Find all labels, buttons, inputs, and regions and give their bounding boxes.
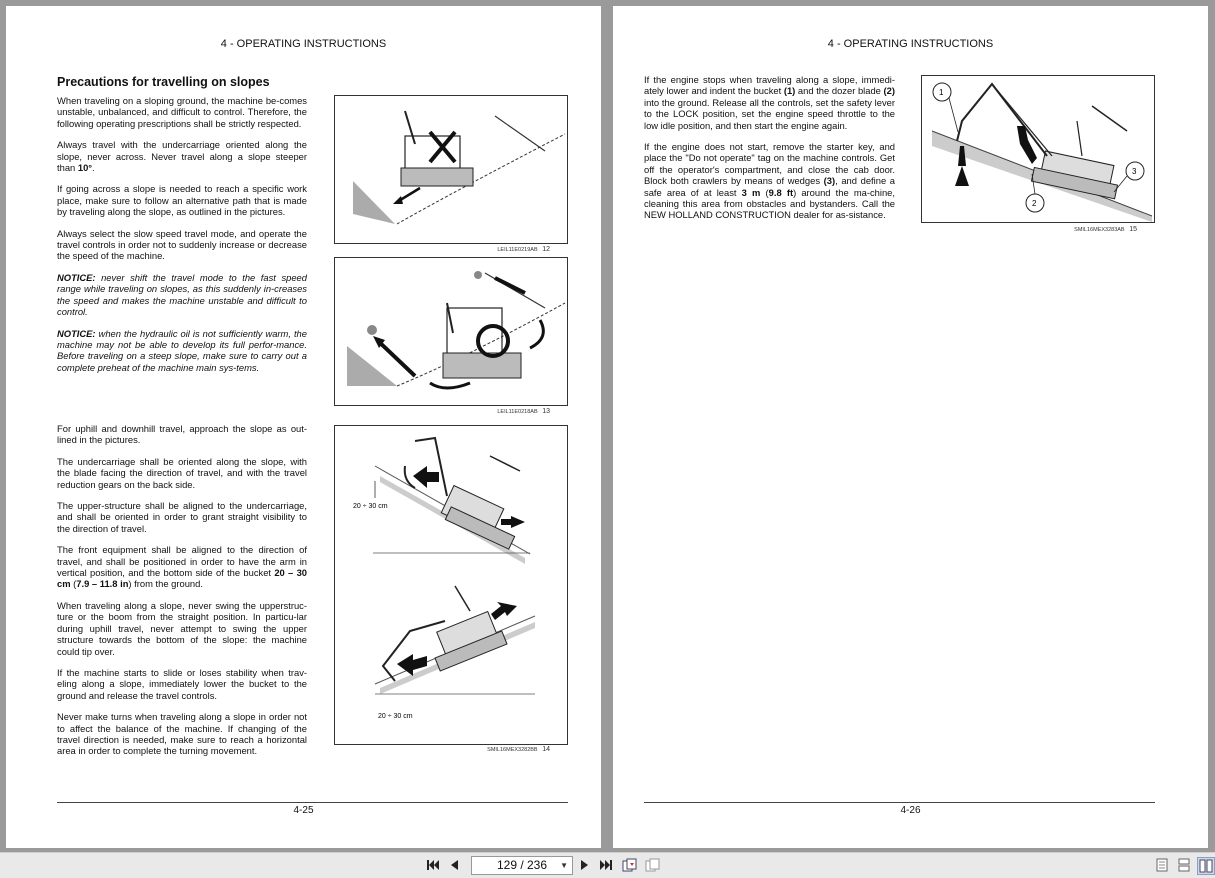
- first-page-icon[interactable]: [425, 857, 441, 873]
- chevron-down-icon[interactable]: ▼: [560, 861, 568, 870]
- document-page-right: [613, 6, 1208, 848]
- paragraph: If the engine does not start, remove the starter key, and place the "Do not operate" tag on the machine controls. Get off the operator's compartment, and close the cab door. Block both crawlers by means of wedges (3), and define a safe area of at least 3 m (9.8 ft) around the ma-chine, cleaning this area from obstacles and bystanders. Call the NEW HOLLAND CONSTRUCTION dealer for as-sistance.: [644, 141, 896, 221]
- text-column: [644, 74, 895, 231]
- callout-2: 2: [1032, 199, 1037, 208]
- page-header: 4 - OPERATING INSTRUCTIONS: [827, 38, 994, 50]
- paragraph: Always select the slow speed travel mode, and operate the travel controls in order not to suddenly increase or decrease the speed of the machine.: [57, 227, 307, 262]
- figure-caption: LEIL11E0218AB 13: [497, 408, 550, 415]
- dimension-label: 20 ÷ 30 cm: [353, 503, 388, 510]
- copy-icon[interactable]: [622, 857, 638, 873]
- paste-icon[interactable]: [645, 857, 661, 873]
- page-number: 4-25: [293, 805, 314, 816]
- two-page-view-icon[interactable]: [1197, 857, 1215, 875]
- page-indicator: 129 / 236: [496, 858, 548, 872]
- page-number-input[interactable]: [471, 856, 573, 875]
- paragraph: The upper-structure shall be aligned to the undercarriage, and shall be oriented in order to grant straight visibility to the direction of travel.: [57, 500, 307, 534]
- figure-14-uphill-downhill-travel: [334, 425, 568, 745]
- paragraph: Never make turns when traveling along a slope in order not to affect the balance of the machine. If changing of the travel direction is needed, make sure to reach a horizontal area in order to complete the turning movement.: [57, 711, 307, 757]
- paragraph: The front equipment shall be aligned to the direction of travel, and shall be positioned in order to have the arm in vertical position, and the bottom side of the bucket 20 – 30 cm (7.9 – 11.8 in) from the ground.: [57, 544, 307, 590]
- paragraph: When traveling on a sloping ground, the machine be-comes unstable, unbalanced, and difficult to control. Therefore, the following operating prescriptions shall be strictly respected.: [57, 95, 307, 129]
- dimension-label: 20 ÷ 30 cm: [378, 713, 413, 720]
- prev-page-icon[interactable]: [447, 857, 461, 873]
- next-page-icon[interactable]: [578, 857, 592, 873]
- paragraph: For uphill and downhill travel, approach the slope as out-lined in the pictures.: [57, 423, 307, 446]
- document-page-left: [6, 6, 601, 848]
- text-column-top: [57, 95, 307, 383]
- excavator-illustration: [335, 258, 567, 405]
- figure-caption: SMIL16MEX3283AB 15: [1074, 226, 1137, 233]
- page-header: 4 - OPERATING INSTRUCTIONS: [220, 38, 387, 50]
- section-title: Precautions for travelling on slopes: [57, 75, 270, 89]
- figure-caption: LEIL11E0219AB 12: [497, 246, 550, 253]
- callout-3: 3: [1132, 167, 1137, 176]
- paragraph: The undercarriage shall be oriented along the slope, with the blade facing the direction of travel, and with the travel reduction gears on the back side.: [57, 455, 307, 490]
- excavator-illustration: [335, 426, 567, 744]
- last-page-icon[interactable]: [598, 857, 614, 873]
- footer-divider: [57, 802, 568, 803]
- paragraph: When traveling along a slope, never swing the upperstruc-ture or the boom from the straight position. In particu-lar during uphill travel, never attempt to swing the upper structure towards the bottom of the slope: the machine could tip over.: [57, 599, 307, 657]
- text-column-bottom: [57, 423, 307, 767]
- page-number: 4-26: [900, 805, 921, 816]
- continuous-view-icon[interactable]: [1177, 857, 1191, 873]
- figure-13-excavator-path-on-slope: [334, 257, 568, 406]
- excavator-illustration: [922, 76, 1154, 222]
- paragraph: Always travel with the undercarriage oriented along the slope, never across. Never travel along a slope steeper than 10°.: [57, 139, 307, 174]
- paragraph: If the machine starts to slide or loses stability when trav-eling along a slope, immediately lower the bucket to the ground and release the travel controls.: [57, 666, 307, 701]
- viewer-toolbar: [0, 852, 1215, 878]
- figure-12-excavator-across-slope: [334, 95, 568, 244]
- figure-caption: SMIL16MEX3282BB 14: [487, 746, 550, 753]
- figure-15-engine-stop-on-slope: [921, 75, 1155, 223]
- notice: NOTICE: when the hydraulic oil is not sufficiently warm, the machine may not be able to develop its full perfor-mance. Before traveling on a steep slope, make sure to carry out a complete preheat of the machine main sys-tems.: [57, 327, 307, 373]
- callout-1: 1: [939, 88, 944, 97]
- excavator-illustration: [335, 96, 567, 243]
- paragraph: If going across a slope is needed to reach a specific work place, make sure to follow an alternative path that is made by traveling along the slope, as outlined in the pictures.: [57, 183, 307, 218]
- notice: NOTICE: never shift the travel mode to the fast speed range while traveling on slopes, as this suddenly in-creases the speed and makes the machine unstable and difficult to control.: [57, 271, 307, 318]
- footer-divider: [644, 802, 1155, 803]
- paragraph: If the engine stops when traveling along a slope, immedi-ately lower and indent the bucket (1) and the dozer blade (2) into the ground. Release all the controls, set the safety lever to the LOCK position, set the engine speed throttle to the low idle position, and then start the engine again.: [644, 74, 895, 131]
- single-page-view-icon[interactable]: [1155, 857, 1169, 873]
